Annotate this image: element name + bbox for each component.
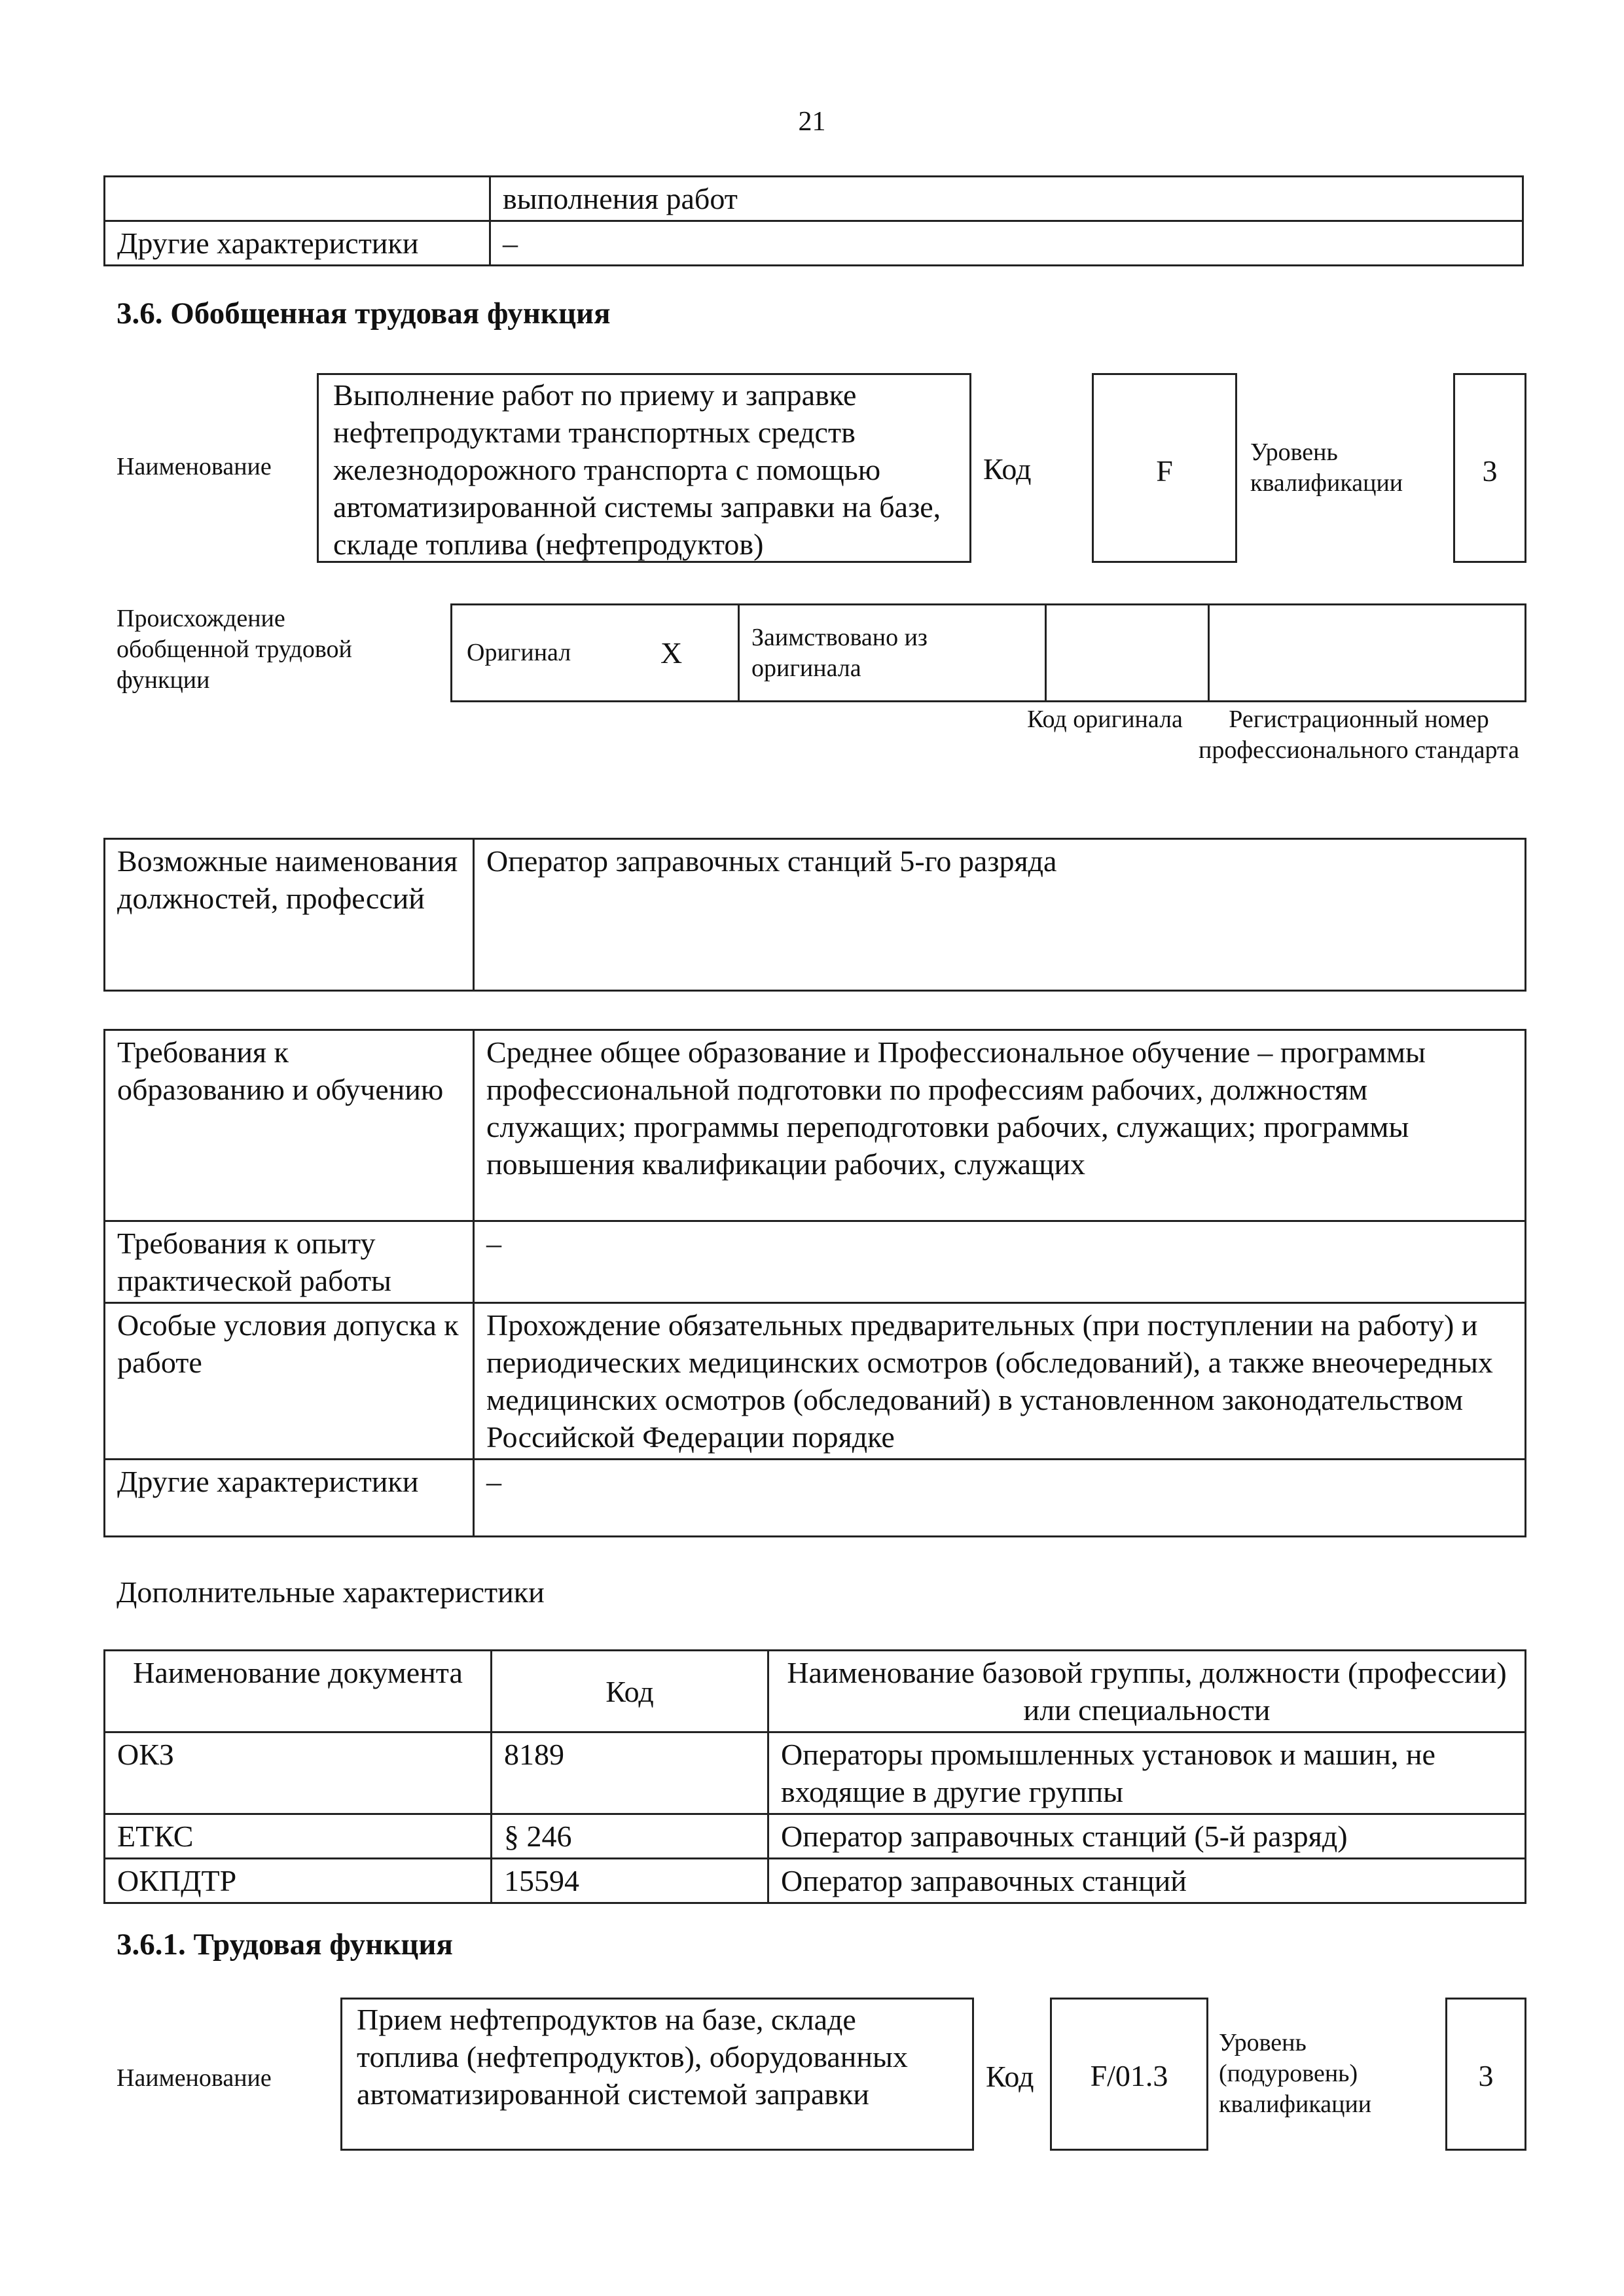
table-row — [105, 1460, 1526, 1537]
requirement-value: – — [474, 1221, 1526, 1303]
table-row — [105, 1030, 1526, 1221]
top-table-value: – — [490, 221, 1523, 266]
table-cell: 15594 — [492, 1859, 768, 1903]
level-label: Уровень (подуровень) квалификации — [1219, 2029, 1372, 2118]
column-header: Наименование документа — [105, 1651, 492, 1732]
positions-value: Оператор заправочных станций 5-го разряда — [474, 839, 1526, 991]
page-number: 21 — [798, 107, 826, 137]
code-label: Код — [983, 452, 1032, 486]
code-box: F — [1092, 373, 1237, 563]
column-header: Код — [492, 1651, 768, 1732]
top-table-label: Другие характеристики — [105, 221, 490, 266]
table-cell: Оператор заправочных станций (5-й разряд) — [768, 1814, 1526, 1859]
requirement-value: Среднее общее образование и Профессиональное обучение – программы профессиональной подготовки по профессиям рабочих, должностям служащих; программы переподготовки рабочих, служащих; программы повышения квалификации рабочих, служащих — [474, 1030, 1526, 1221]
requirement-value: Прохождение обязательных предварительных (при поступлении на работу) и периодических медицинских осмотров (обследований), а также внеочередных медицинских осмотров (обследований) в установленном законодательством Российской Федерации порядке — [474, 1303, 1526, 1460]
table-cell: ЕТКС — [105, 1814, 492, 1859]
code-box: F/01.3 — [1050, 1998, 1208, 2151]
function-name-box: Выполнение работ по приему и заправке нефтепродуктами транспортных средств железнодорожного транспорта с помощью автоматизированной системы заправки на базе, складе топлива (нефтепродуктов) — [317, 373, 971, 563]
level-box: 3 — [1453, 373, 1526, 563]
positions-table — [103, 838, 1526, 992]
table-row — [105, 1814, 1526, 1859]
origin-reg-caption: Регистрационный номер профессионального стандарта — [1199, 706, 1519, 764]
requirement-value: – — [474, 1460, 1526, 1537]
level-label: Уровень квалификации — [1250, 439, 1403, 497]
origin-reg-cell — [1209, 605, 1526, 702]
table-cell: ОКПДТР — [105, 1859, 492, 1903]
origin-table — [450, 603, 1526, 702]
additional-table — [103, 1649, 1526, 1904]
table-cell: § 246 — [492, 1814, 768, 1859]
table-cell: Оператор заправочных станций — [768, 1859, 1526, 1903]
function-name-box: Прием нефтепродуктов на базе, складе топлива (нефтепродуктов), оборудованных автоматизированной системой заправки — [340, 1998, 974, 2151]
top-table-cell: выполнения работ — [490, 177, 1523, 221]
top-table — [103, 175, 1524, 266]
table-cell: Операторы промышленных установок и машин, не входящие в другие группы — [768, 1732, 1526, 1814]
level-box: 3 — [1445, 1998, 1526, 2151]
requirement-label: Особые условия допуска к работе — [105, 1303, 474, 1460]
requirement-label: Другие характеристики — [105, 1460, 474, 1537]
table-row — [105, 1732, 1526, 1814]
code-label: Код — [986, 2060, 1034, 2093]
table-row — [105, 1303, 1526, 1460]
subsection-heading: 3.6.1. Трудовая функция — [117, 1928, 453, 1962]
top-table-empty-cell — [105, 177, 490, 221]
origin-code-cell — [1046, 605, 1209, 702]
origin-label: Происхождение обобщенной трудовой функции — [117, 605, 352, 694]
table-row — [105, 1221, 1526, 1303]
origin-original: Оригинал — [452, 605, 649, 702]
origin-code-caption: Код оригинала — [1027, 706, 1183, 733]
additional-heading: Дополнительные характеристики — [117, 1575, 545, 1609]
table-cell: 8189 — [492, 1732, 768, 1814]
table-header-row — [105, 1651, 1526, 1732]
column-header: Наименование базовой группы, должности (профессии) или специальности — [768, 1651, 1526, 1732]
origin-mark: X — [649, 605, 739, 702]
name-label: Наименование — [117, 2064, 272, 2092]
section-heading: 3.6. Обобщенная трудовая функция — [117, 296, 611, 331]
origin-borrowed: Заимствовано из оригинала — [739, 605, 1046, 702]
requirement-label: Требования к образованию и обучению — [105, 1030, 474, 1221]
table-row — [105, 1859, 1526, 1903]
table-cell: ОКЗ — [105, 1732, 492, 1814]
requirements-table — [103, 1029, 1526, 1537]
positions-label: Возможные наименования должностей, профессий — [105, 839, 474, 991]
name-label: Наименование — [117, 453, 272, 480]
requirement-label: Требования к опыту практической работы — [105, 1221, 474, 1303]
